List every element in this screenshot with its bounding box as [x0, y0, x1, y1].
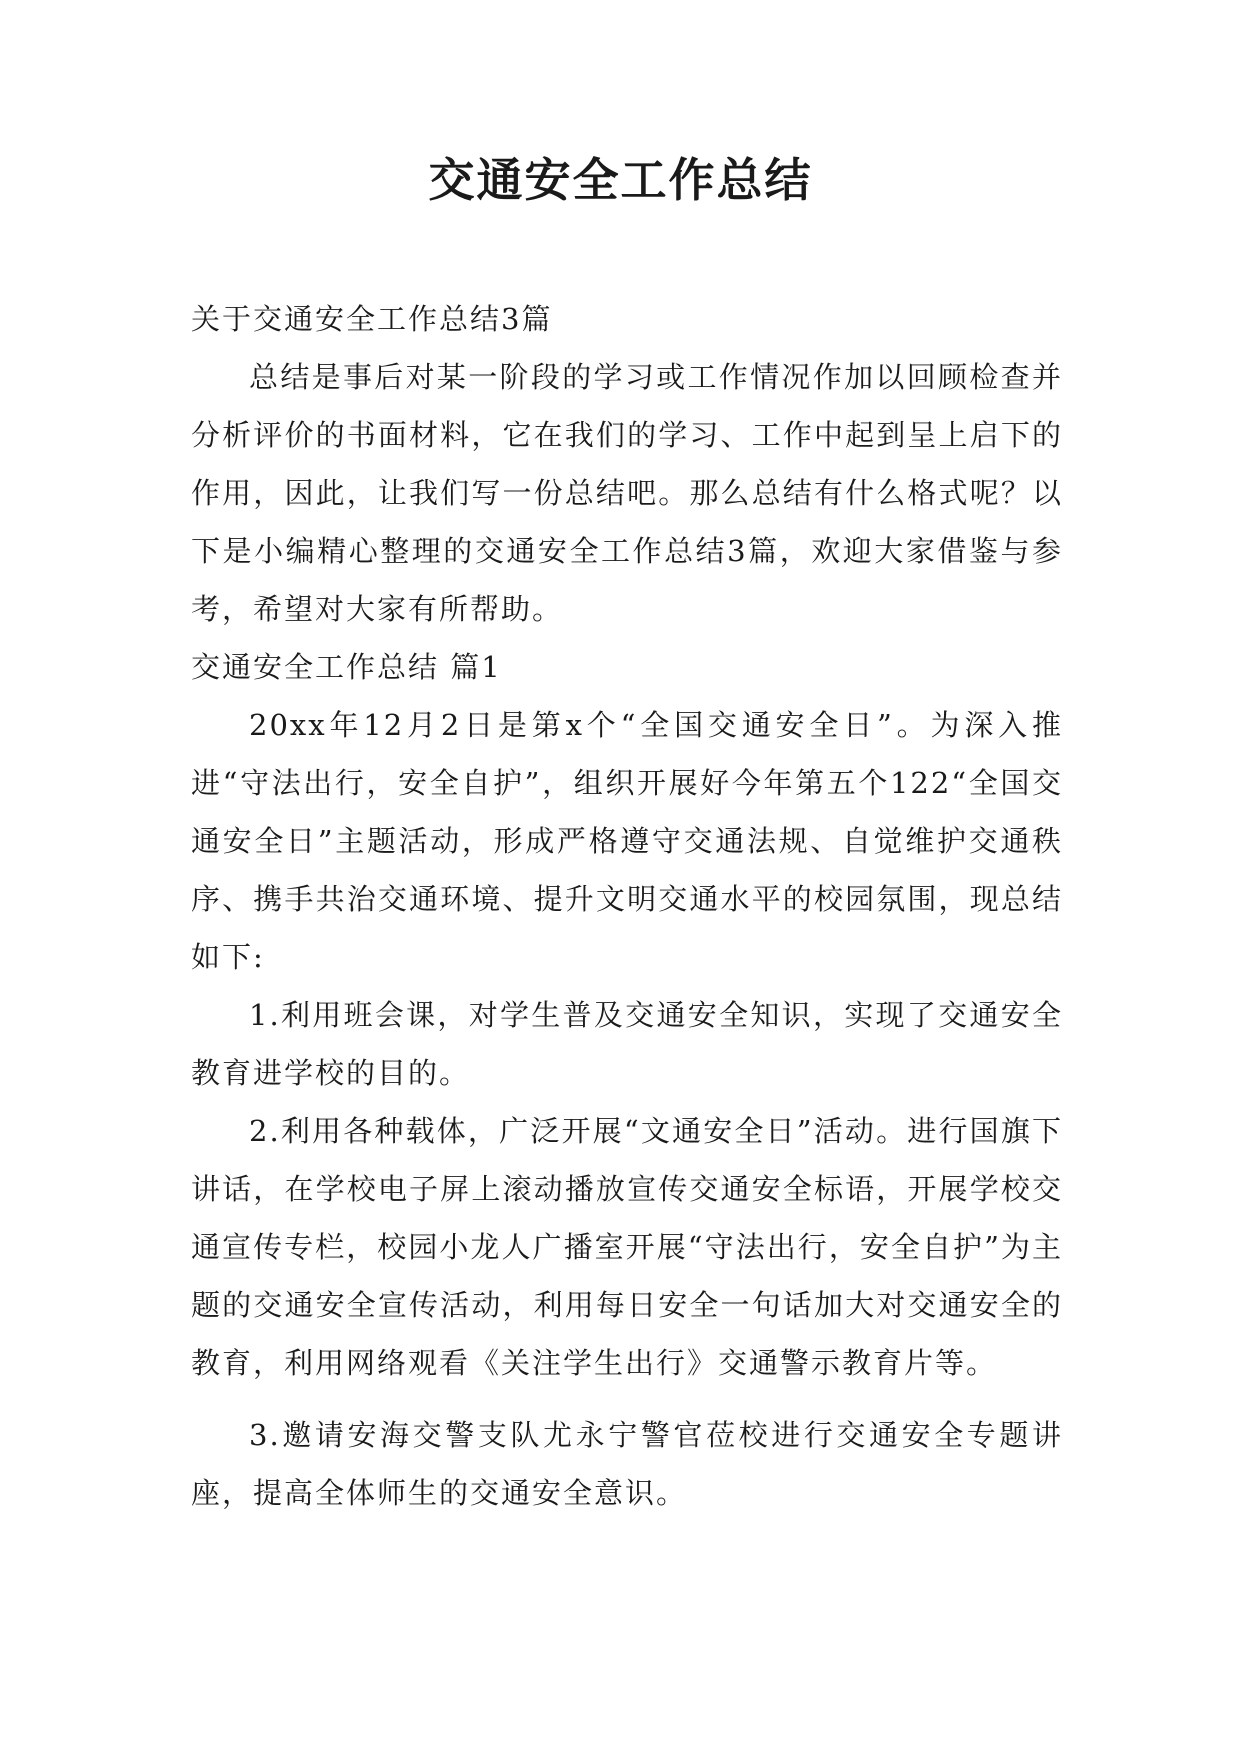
- list-item-2: 2.利用各种载体，广泛开展“文通安全日”活动。进行国旗下讲话，在学校电子屏上滚动播放宣传交通安全标语，开展学校交通宣传专栏，校园小龙人广播室开展“守法出行，安全自护”为主题的交通安全宣传活动，利用每日安全一句话加大对交通安全的教育，利用网络观看《关注学生出行》交通警示教育片等。: [191, 1114, 1063, 1380]
- list-item-3: 3.邀请安海交警支队尤永宁警官莅校进行交通安全专题讲座，提高全体师生的交通安全意识。: [191, 1418, 1063, 1510]
- document-body: [191, 290, 1063, 1522]
- section-paragraph: 20xx年12月2日是第x个“全国交通安全日”。为深入推进“守法出行，安全自护”，组织开展好今年第五个122“全国交通安全日”主题活动，形成严格遵守交通法规、自觉维护交通秩序、携手共治交通环境、提升文明交通水平的校园氛围，现总结如下:: [191, 708, 1063, 974]
- section-heading: 交通安全工作总结 篇1: [191, 650, 502, 684]
- document-title: 交通安全工作总结: [428, 153, 813, 207]
- document-subtitle: 关于交通安全工作总结3篇: [191, 302, 553, 336]
- list-item-1: 1.利用班会课，对学生普及交通安全知识，实现了交通安全教育进学校的目的。: [191, 998, 1063, 1090]
- intro-paragraph: 总结是事后对某一阶段的学习或工作情况作加以回顾检查并分析评价的书面材料，它在我们的学习、工作中起到呈上启下的作用，因此，让我们写一份总结吧。那么总结有什么格式呢？以下是小编精心整理的交通安全工作总结3篇，欢迎大家借鉴与参考，希望对大家有所帮助。: [191, 360, 1063, 626]
